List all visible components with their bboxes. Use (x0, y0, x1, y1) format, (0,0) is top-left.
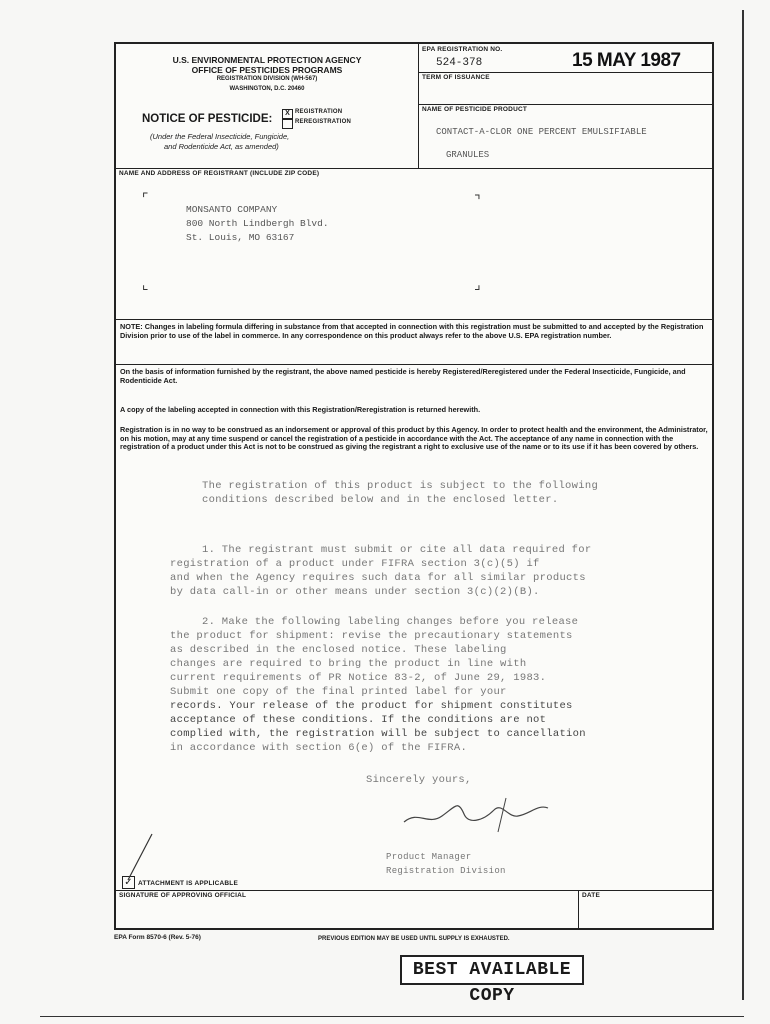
body-line-1: The registration of this product is subject to the following (202, 480, 599, 492)
body-line-12: Submit one copy of the final printed label for your (170, 686, 507, 698)
bottom-scan-edge (40, 1016, 744, 1017)
agency-address: WASHINGTON, D.C. 20460 (229, 85, 305, 92)
signature-label: SIGNATURE OF APPROVING OFFICIAL (119, 892, 247, 899)
act-note-line2: and Rodenticide Act, as amended) (164, 142, 279, 151)
body-line-14: acceptance of these conditions. If the conditions are not (170, 714, 547, 726)
reregistration-checkbox-label: REREGISTRATION (295, 119, 352, 125)
epa-pesticide-notice-form (114, 42, 714, 930)
body-line-3: 1. The registrant must submit or cite all data required for (202, 544, 592, 556)
note-divider (116, 319, 712, 320)
signer-division: Registration Division (386, 866, 506, 876)
best-available-copy-stamp: BEST AVAILABLE COPY (400, 955, 584, 985)
right-scan-edge (742, 10, 744, 1000)
body-line-16: in accordance with section 6(e) of the FIFRA. (170, 742, 468, 754)
body-line-9: as described in the enclosed notice. These labeling (170, 644, 507, 656)
body-line-10: changes are required to bring the product in line with (170, 658, 527, 670)
previous-edition-note: PREVIOUS EDITION MAY BE USED UNTIL SUPPLY IS EXHAUSTED. (318, 936, 510, 942)
address-bracket-bottom-left: ⌞ (142, 276, 149, 292)
term-divider (418, 72, 712, 73)
attachment-checkbox: ✓ (122, 876, 135, 889)
reg-no-value: 524-378 (436, 57, 483, 69)
product-label: NAME OF PESTICIDE PRODUCT (422, 106, 528, 113)
body-line-8: the product for shipment: revise the precautionary statements (170, 630, 573, 642)
attachment-check-stroke (126, 832, 156, 882)
date-divider (578, 890, 579, 930)
registrant-label: NAME AND ADDRESS OF REGISTRANT (INCLUDE ZIP CODE) (119, 170, 320, 177)
notice-title: NOTICE OF PESTICIDE: (142, 113, 273, 125)
address-bracket-top-right: ⌝ (474, 192, 481, 208)
registrant-street: 800 North Lindbergh Blvd. (186, 218, 329, 229)
office-name: OFFICE OF PESTICIDES PROGRAMS (191, 64, 343, 75)
labeling-note: NOTE: Changes in labeling formula differing in substance from that accepted in connection with this registration must be submitted to and accepted by the Registration Division prior to use of the label in commerce. In any correspondence on this product always refer to the above U.S. EPA registration number. (120, 322, 704, 340)
address-bracket-top-left: ⌜ (142, 190, 149, 206)
agency-header (116, 56, 418, 94)
product-name-line2: GRANULES (446, 150, 490, 160)
signature-divider (116, 890, 712, 891)
term-label: TERM OF ISSUANCE (422, 74, 490, 81)
body-line-6: by data call-in or other means under section 3(c)(2)(B). (170, 586, 540, 598)
date-stamp: 15 MAY 1987 (572, 50, 681, 71)
basis-divider (116, 364, 712, 365)
body-line-5: and when the Agency requires such data for all similar products (170, 572, 586, 584)
registrant-divider (116, 168, 712, 169)
body-line-11: current requirements of PR Notice 83-2, of June 29, 1983. (170, 672, 547, 684)
division-name: REGISTRATION DIVISION (WH-567) (216, 76, 318, 82)
labeling-copy-note: A copy of the labeling accepted in connection with this Registration/Reregistration is returned herewith. (120, 405, 481, 414)
body-line-4: registration of a product under FIFRA section 3(c)(5) if (170, 558, 540, 570)
body-line-7: 2. Make the following labeling changes before you release (202, 616, 579, 628)
registration-checkbox: X (282, 109, 293, 119)
registrant-name: MONSANTO COMPANY (186, 204, 278, 215)
registration-disclaimer: Registration is in no way to be construed as an indorsement or approval of this product by this Agency. In order to protect health and the environment, the Administrator, on his motion, may at any time suspend or cancel the registration of a pesticide in accordance with the Act. The acceptance of any name in connection with the registration of a product under this Act is not to be construed as giving the registrant a right to exclusive use of the name or to its use if it has been covered by others. (120, 425, 708, 452)
header-divider (418, 44, 419, 168)
signer-title: Product Manager (386, 852, 472, 862)
body-line-13: records. Your release of the product for shipment constitutes (170, 700, 573, 712)
body-line-15: complied with, the registration will be subject to cancellation (170, 728, 586, 740)
address-bracket-bottom-right: ⌟ (474, 276, 481, 292)
act-note-line1: (Under the Federal Insecticide, Fungicide, (150, 132, 290, 141)
registration-basis: On the basis of information furnished by the registrant, the above named pesticide is hereby Registered/Reregistered under the Federal Insecticide, Fungicide, and Rodenticide Act. (120, 367, 686, 385)
handwritten-signature (398, 792, 568, 836)
attachment-label: ATTACHMENT IS APPLICABLE (138, 880, 239, 887)
product-name-line1: CONTACT-A-CLOR ONE PERCENT EMULSIFIABLE (436, 127, 647, 137)
agency-name: U.S. ENVIRONMENTAL PROTECTION AGENCY (172, 55, 362, 65)
reg-no-label: EPA REGISTRATION NO. (422, 46, 503, 53)
reregistration-checkbox (282, 119, 293, 129)
registration-checkbox-label: REGISTRATION (295, 109, 343, 115)
date-label: DATE (582, 892, 601, 899)
form-number: EPA Form 8570-6 (Rev. 5-76) (114, 934, 201, 941)
closing: Sincerely yours, (366, 774, 472, 786)
registrant-city: St. Louis, MO 63167 (186, 232, 295, 243)
product-divider (418, 104, 712, 105)
body-line-2: conditions described below and in the enclosed letter. (202, 494, 559, 506)
